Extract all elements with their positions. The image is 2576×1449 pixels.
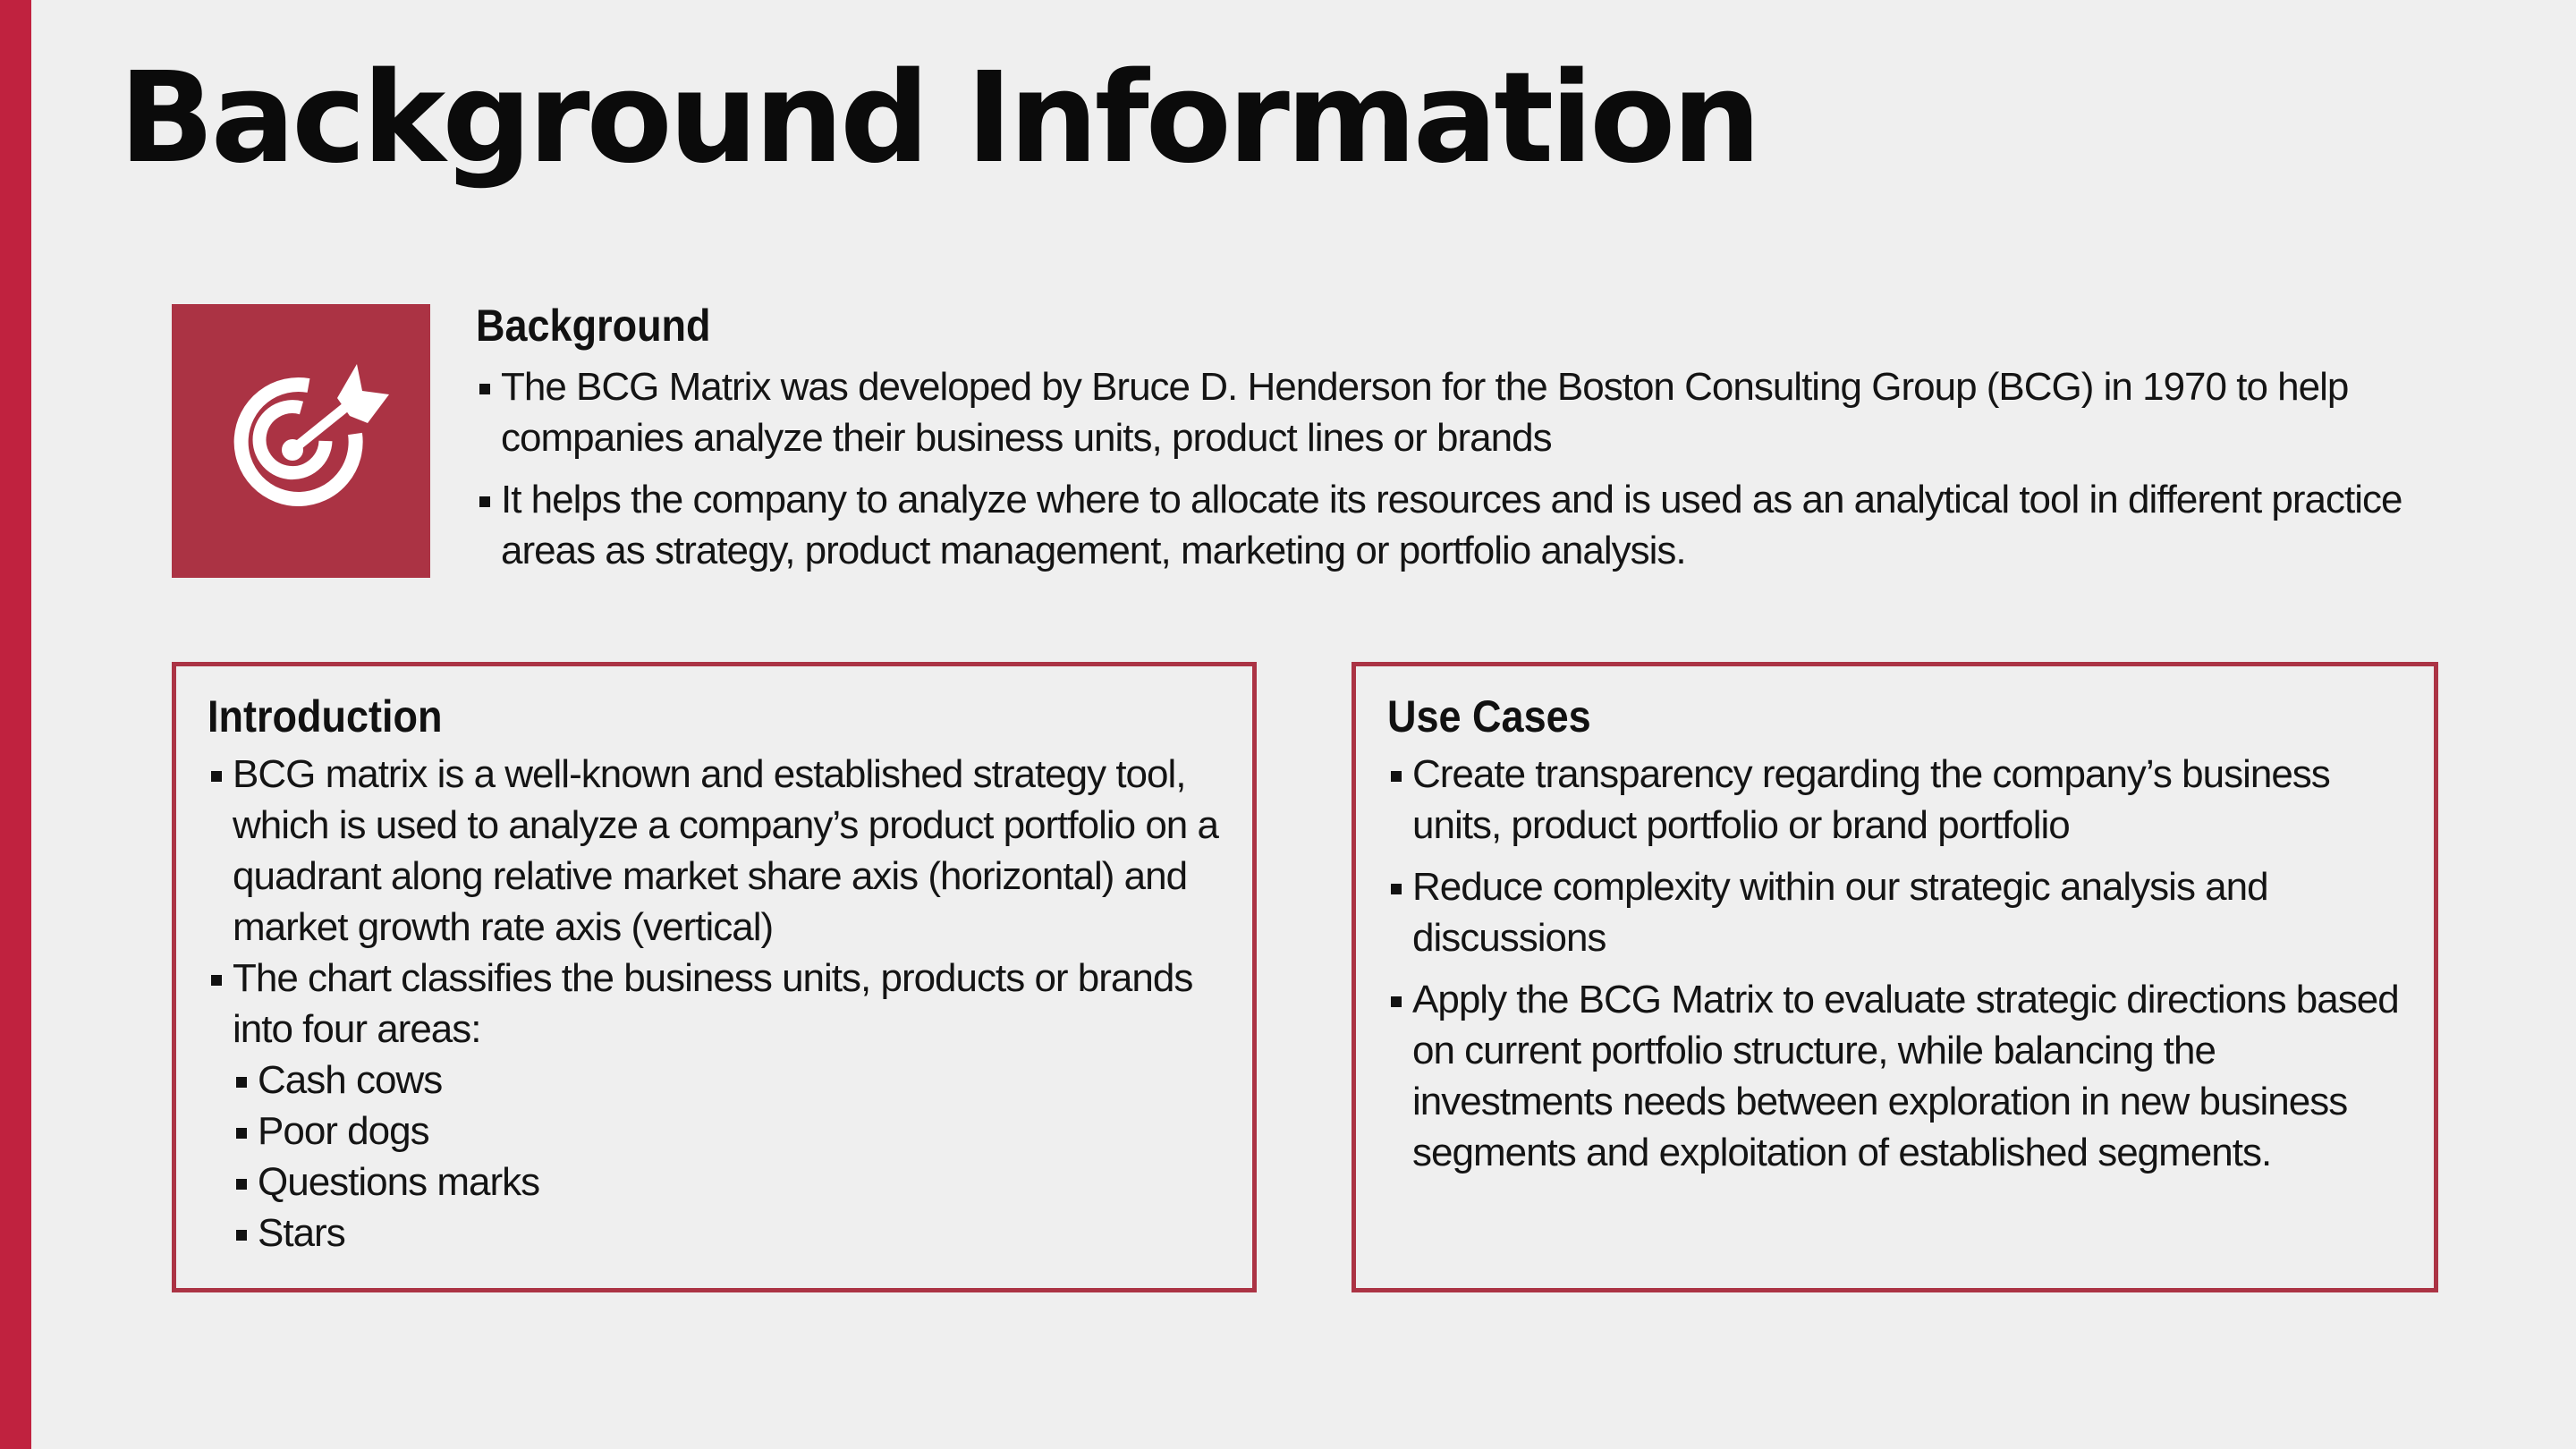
introduction-heading: Introduction <box>208 691 443 741</box>
page-title: Background Information <box>119 46 1758 191</box>
background-heading: Background <box>476 301 711 351</box>
list-item: The chart classifies the business units, products or brands into four areas: <box>208 953 1225 1055</box>
introduction-bullet-list <box>208 749 1225 1055</box>
list-item: BCG matrix is a well-known and established strategy tool, which is used to analyze a company’s product portfolio on a quadrant along relative market share axis (horizontal) and market growth rate axis (vertical) <box>208 749 1225 953</box>
area-item-cash-cows: Cash cows <box>233 1055 1225 1106</box>
list-item: Create transparency regarding the company’s business units, product portfolio or brand portfolio <box>1387 749 2407 851</box>
background-icon-tile <box>172 304 430 578</box>
list-item: Apply the BCG Matrix to evaluate strategic directions based on current portfolio structure, while balancing the investments needs between exploration in new business segments and exploitation of established segments. <box>1387 974 2407 1178</box>
accent-bar <box>0 0 31 1449</box>
area-item-poor-dogs: Poor dogs <box>233 1106 1225 1157</box>
list-item: Reduce complexity within our strategic analysis and discussions <box>1387 861 2407 963</box>
area-item-question-marks: Questions marks <box>233 1157 1225 1208</box>
use-cases-heading: Use Cases <box>1387 691 1591 741</box>
area-item-stars: Stars <box>233 1208 1225 1258</box>
list-item: The BCG Matrix was developed by Bruce D. Henderson for the Boston Consulting Group (BCG) in 1970 to help companies analyze their business units, product lines or brands <box>476 361 2426 463</box>
target-arrow-icon <box>203 343 400 539</box>
background-bullet-list <box>476 361 2426 576</box>
introduction-card <box>172 662 1257 1292</box>
areas-sub-list <box>208 1055 1225 1258</box>
use-cases-card <box>1352 662 2438 1292</box>
background-section <box>476 297 2426 576</box>
list-item: It helps the company to analyze where to allocate its resources and is used as an analytical tool in different practice areas as strategy, product management, marketing or portfolio analysis. <box>476 474 2426 576</box>
use-cases-bullet-list <box>1387 749 2407 1178</box>
